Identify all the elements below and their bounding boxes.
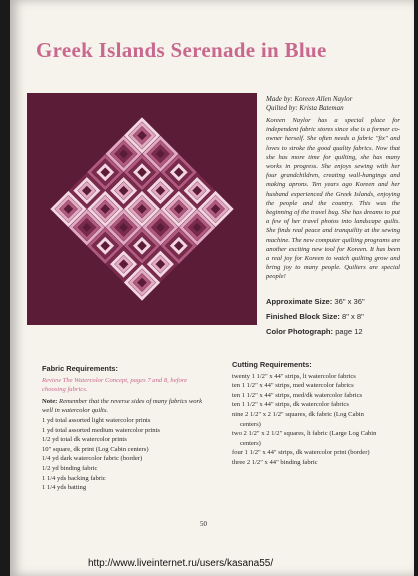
cutting-item: four 1 1/2" x 44" strips, dk watercolor print (border) bbox=[232, 449, 370, 457]
fabric-note: Note: Remember that the reverse sides of many fabrics work well in watercolor quilts. bbox=[42, 397, 203, 415]
cutting-item: centers) bbox=[240, 420, 261, 428]
fabric-requirements bbox=[42, 364, 207, 493]
made-by: Made by: Koreen Allen Naylor bbox=[266, 95, 353, 103]
fabric-item: 10" square, dk print (Log Cabin centers) bbox=[42, 445, 149, 453]
fabric-item: 1 yd total assorted medium watercolor prints bbox=[42, 426, 160, 434]
cutting-requirements bbox=[232, 360, 402, 468]
spec-size: Approximate Size: 36" x 36" bbox=[266, 297, 365, 306]
fabric-item: 1/2 yd binding fabric bbox=[42, 464, 98, 472]
page-title: Greek Islands Serenade in Blue bbox=[36, 38, 327, 62]
cutting-item: twenty 1 1/2" x 44" strips, lt watercolor fabrics bbox=[232, 372, 356, 380]
spec-block-size: Finished Block Size: 8" x 8" bbox=[266, 312, 364, 321]
credits bbox=[266, 95, 398, 113]
fabric-item: 1 yd total assorted light watercolor prints bbox=[42, 416, 151, 424]
fabric-review: Review The Watercolor Concept, pages 7 and 8, before choosing fabrics. bbox=[42, 376, 188, 394]
quilt-image bbox=[27, 93, 257, 325]
cutting-item: ten 1 1/2" x 44" strips, med/dk watercolor fabrics bbox=[232, 391, 363, 399]
page-number: 50 bbox=[200, 520, 207, 528]
fabric-item: 1/2 yd total dk watercolor prints bbox=[42, 436, 127, 444]
cutting-item: ten 1 1/2" x 44" strips, dk watercolor fabrics bbox=[232, 401, 349, 409]
quilt-photo bbox=[27, 93, 257, 325]
cutting-item: three 2 1/2" x 44" binding fabric bbox=[232, 458, 318, 466]
quilter-story: Koreen Naylor has a special place for independent fabric stores since she is a former co-owner herself. She often needs a fabric "fix" and loves to stroke the good quality fabrics. Now that she has more time for quilting, she has many works in progress. She enjoys sewing with her four grandchildren, creating wall-hangings and making aprons. Ten years ago Koreen and her husband experienced the Greek Islands, enjoying the people and the country. This was the beginning of the travel bug. She has dreams to put a few of her travel photos into landscape quilts. She finds real peace and tranquility at the sewing machine. The new computer quilting programs are another exciting new tool for Koreen. It has been a real joy for Koreen to watch quilting grow and bring joy to many people. Quilters are special people! bbox=[266, 117, 400, 281]
fabric-item: 1 1/4 yds batting bbox=[42, 484, 87, 492]
cutting-item: nine 2 1/2" x 2 1/2" squares, dk fabric (Log Cabin bbox=[232, 410, 364, 418]
quilted-by: Quilted by: Krista Bateman bbox=[266, 104, 344, 112]
cutting-item: ten 1 1/2" x 44" strips, med watercolor fabrics bbox=[232, 382, 354, 390]
fabric-item: 1 1/4 yds backing fabric bbox=[42, 474, 106, 482]
spec-photo: Color Photograph: page 12 bbox=[266, 327, 363, 336]
cutting-item: two 2 1/2" x 2 1/2" squares, lt fabric (Large Log Cabin bbox=[232, 430, 377, 438]
fabric-item: 1/4 yd dark watercolor fabric (border) bbox=[42, 455, 143, 463]
quilt-blocks bbox=[50, 117, 234, 301]
cutting-heading: Cutting Requirements: bbox=[232, 360, 312, 369]
watermark-url: http://www.liveinternet.ru/users/kasana55/ bbox=[88, 558, 274, 569]
quilt-specs bbox=[266, 294, 400, 339]
fabric-heading: Fabric Requirements: bbox=[42, 364, 118, 373]
cutting-item: centers) bbox=[240, 439, 261, 447]
